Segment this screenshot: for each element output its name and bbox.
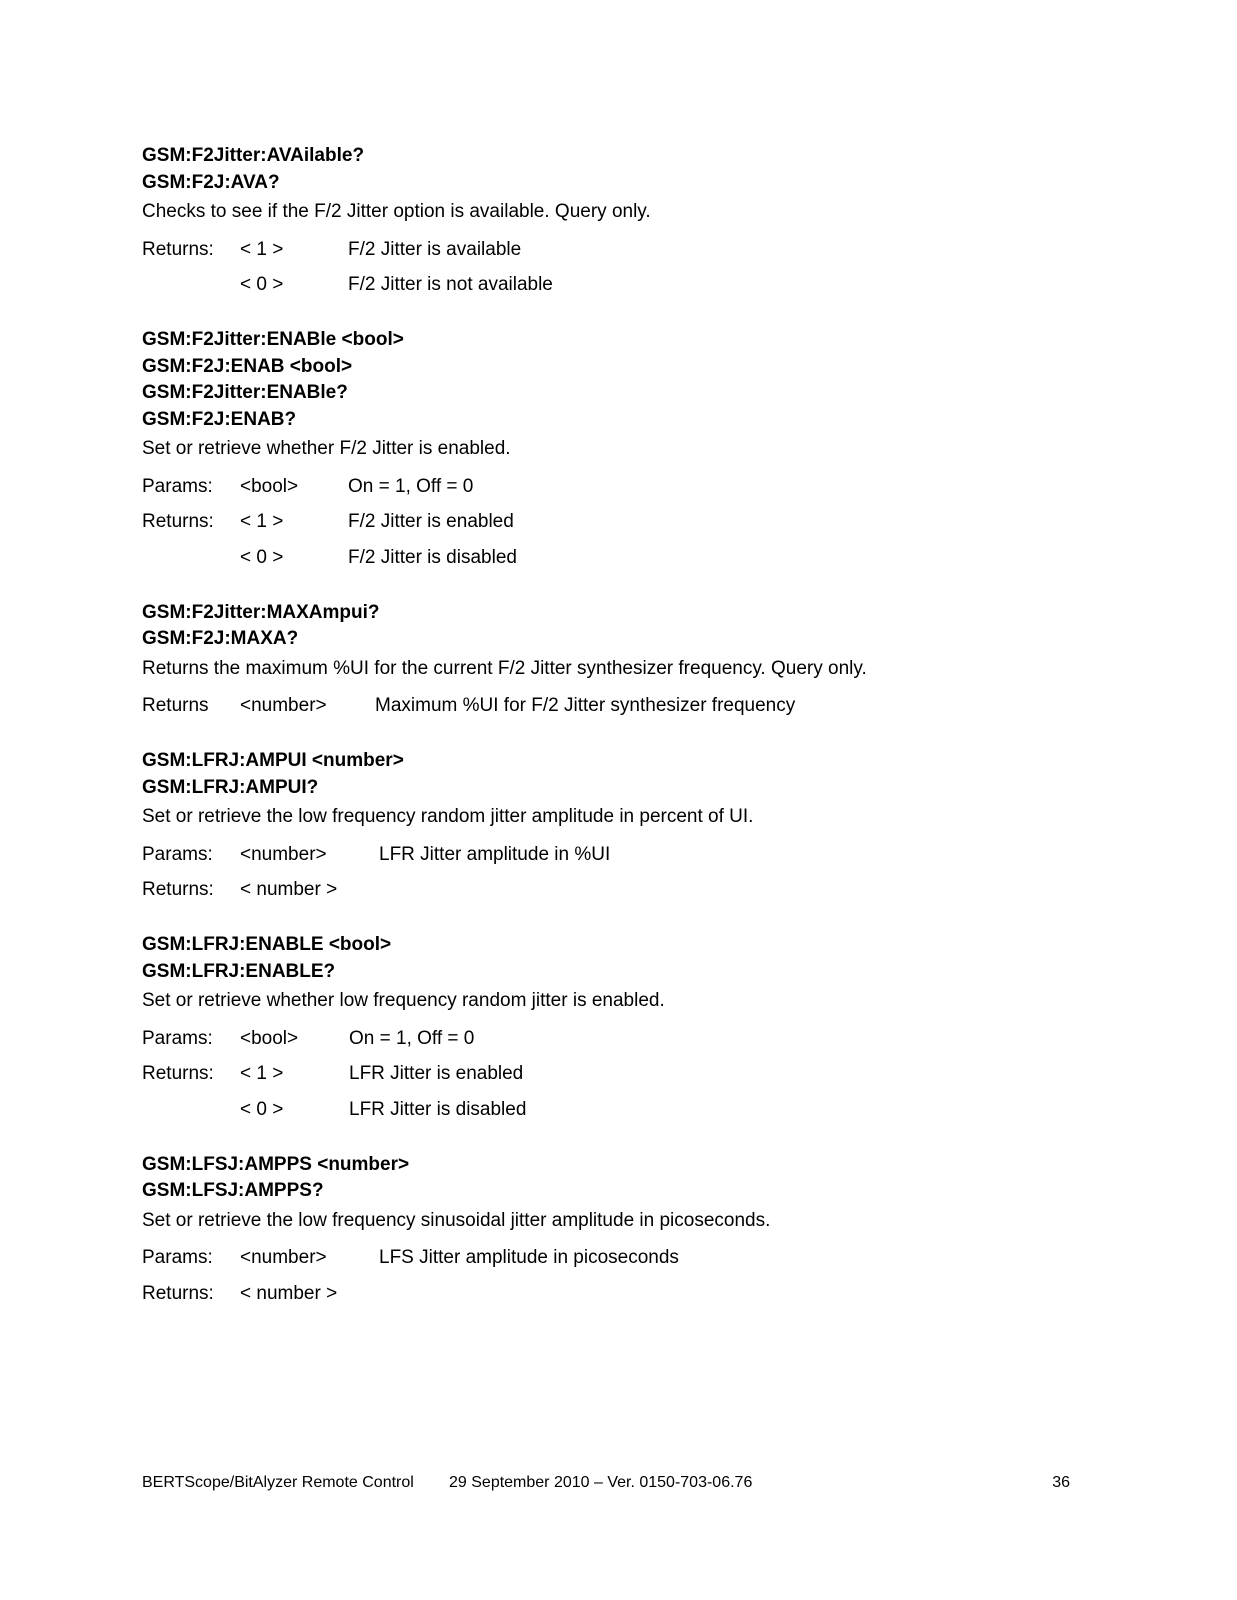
page-footer	[142, 1474, 1070, 1492]
command-description: Returns the maximum %UI for the current F/2 Jitter synthesizer frequency. Query only.	[142, 657, 867, 679]
row-value: < 0 >	[240, 274, 284, 296]
command-name: GSM:LFSJ:AMPPS <number>	[142, 1153, 410, 1175]
row-text: LFS Jitter amplitude in picoseconds	[379, 1247, 679, 1269]
section-f2j-enable	[142, 327, 1092, 576]
row-value: < number >	[240, 1282, 338, 1304]
section-lfsj-ampps	[142, 1152, 1092, 1312]
param-row	[142, 505, 1092, 541]
row-value: <number>	[240, 695, 327, 717]
row-label: Returns:	[142, 511, 214, 533]
row-text: LFR Jitter amplitude in %UI	[379, 843, 611, 865]
row-label: Returns:	[142, 879, 214, 901]
row-value: <number>	[240, 843, 327, 865]
section-lfrj-ampui	[142, 748, 1092, 908]
param-row	[142, 873, 1092, 909]
command-name: GSM:LFRJ:ENABLE <bool>	[142, 934, 392, 955]
command-query: GSM:LFRJ:AMPUI?	[142, 776, 319, 798]
row-value: < 0 >	[240, 546, 284, 568]
document-page	[142, 143, 1092, 1336]
command-name: GSM:LFRJ:AMPUI <number>	[142, 750, 404, 771]
row-label: Returns:	[142, 238, 214, 260]
command-description: Set or retrieve whether F/2 Jitter is enabled.	[142, 438, 511, 459]
row-value: <number>	[240, 1247, 327, 1269]
param-row	[142, 469, 1092, 505]
command-description: Set or retrieve the low frequency sinusoidal jitter amplitude in picoseconds.	[142, 1209, 771, 1231]
param-row	[142, 1057, 1092, 1093]
footer-date-version: 29 September 2010 – Ver. 0150-703-06.76	[449, 1474, 753, 1491]
row-value: < 1 >	[240, 1063, 284, 1085]
row-value: <bool>	[240, 475, 299, 497]
row-label: Returns	[142, 695, 209, 717]
row-label: Params:	[142, 1247, 213, 1269]
footer-title: BERTScope/BitAlyzer Remote Control	[142, 1474, 414, 1491]
section-lfrj-enable	[142, 932, 1092, 1128]
command-query-short: GSM:F2J:ENAB?	[142, 408, 297, 430]
row-value: < 0 >	[240, 1098, 284, 1120]
param-row	[142, 689, 1092, 725]
command-query: GSM:F2Jitter:ENABle?	[142, 382, 348, 403]
command-name: GSM:F2Jitter:MAXAmpui?	[142, 601, 380, 623]
param-row	[142, 540, 1092, 576]
row-text: Maximum %UI for F/2 Jitter synthesizer frequency	[375, 695, 796, 717]
param-row	[142, 1021, 1092, 1057]
command-query: GSM:LFRJ:ENABLE?	[142, 960, 336, 982]
param-row	[142, 1092, 1092, 1128]
row-text: On = 1, Off = 0	[348, 475, 474, 497]
command-short: GSM:F2J:MAXA?	[142, 628, 299, 649]
param-row	[142, 837, 1092, 873]
command-name: GSM:F2Jitter:AVAilable?	[142, 145, 365, 166]
row-label: Params:	[142, 475, 213, 497]
command-query: GSM:LFSJ:AMPPS?	[142, 1180, 324, 1201]
row-value: < 1 >	[240, 238, 284, 260]
row-text: F/2 Jitter is enabled	[348, 511, 514, 533]
command-short: GSM:F2J:ENAB <bool>	[142, 355, 353, 377]
row-label: Returns:	[142, 1063, 214, 1085]
page-number: 36	[1052, 1474, 1070, 1491]
command-short: GSM:F2J:AVA?	[142, 171, 280, 193]
section-f2j-available	[142, 143, 1092, 303]
row-text: LFR Jitter is enabled	[349, 1063, 524, 1085]
row-text: On = 1, Off = 0	[349, 1027, 475, 1049]
row-label: Params:	[142, 843, 213, 865]
param-row	[142, 1276, 1092, 1312]
row-value: < number >	[240, 879, 338, 901]
row-label: Params:	[142, 1027, 213, 1049]
param-row	[142, 232, 1092, 268]
row-text: LFR Jitter is disabled	[349, 1098, 527, 1120]
row-value: <bool>	[240, 1027, 299, 1049]
command-description: Checks to see if the F/2 Jitter option is available. Query only.	[142, 201, 651, 222]
command-description: Set or retrieve the low frequency random jitter amplitude in percent of UI.	[142, 806, 754, 827]
param-row	[142, 1241, 1092, 1277]
command-description: Set or retrieve whether low frequency random jitter is enabled.	[142, 990, 665, 1011]
command-name: GSM:F2Jitter:ENABle <bool>	[142, 329, 404, 350]
row-label: Returns:	[142, 1282, 214, 1304]
section-f2j-maxampui	[142, 600, 1092, 725]
row-text: F/2 Jitter is disabled	[348, 546, 517, 568]
row-text: F/2 Jitter is available	[348, 238, 522, 260]
row-value: < 1 >	[240, 511, 284, 533]
row-text: F/2 Jitter is not available	[348, 274, 553, 296]
param-row	[142, 268, 1092, 304]
